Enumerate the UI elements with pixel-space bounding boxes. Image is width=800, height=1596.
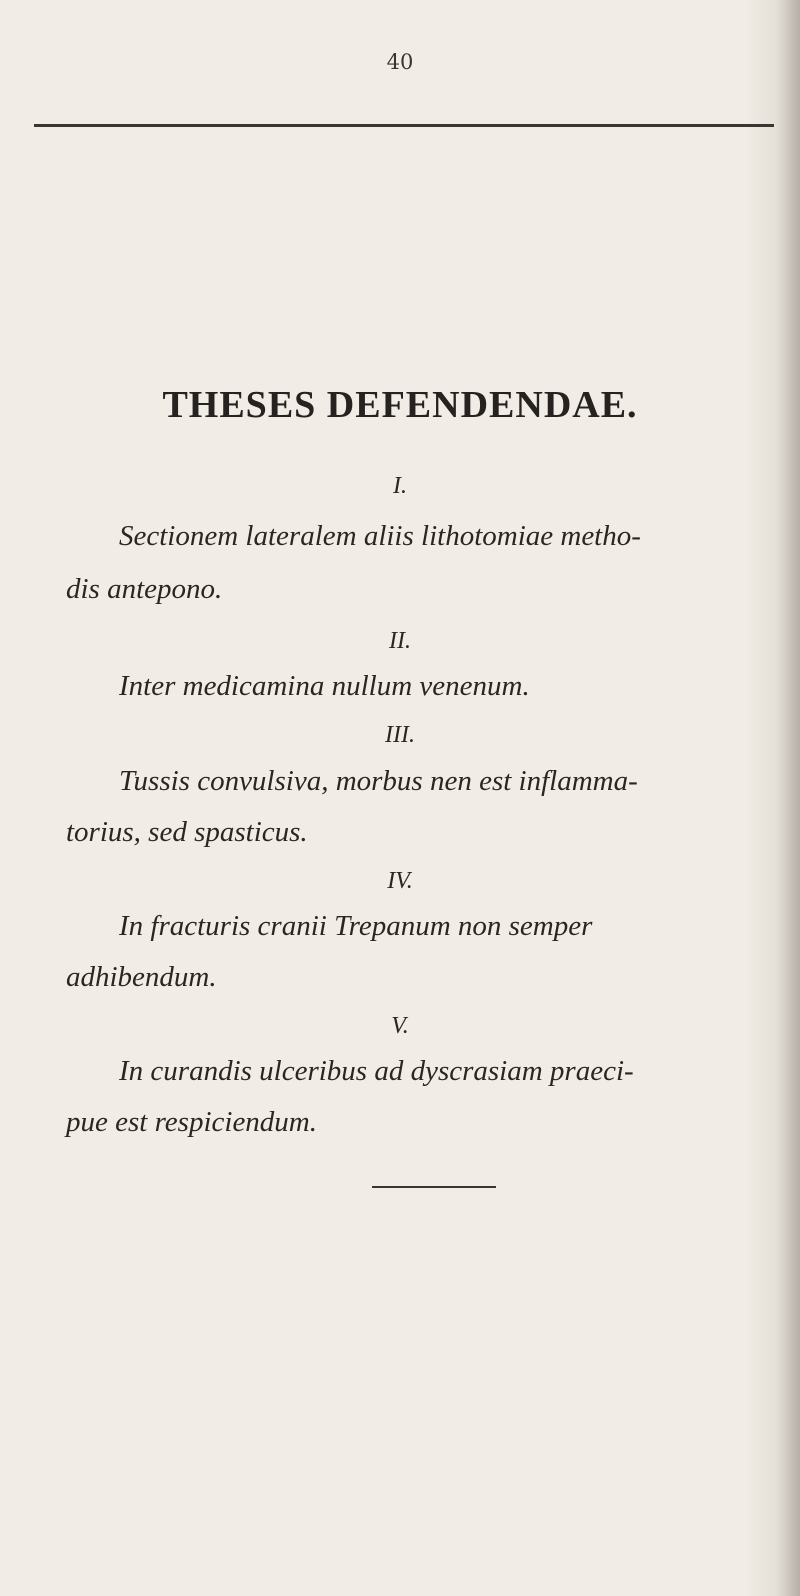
- thesis-2-line-1: Inter medicamina nullum venenum.: [119, 670, 530, 702]
- thesis-numeral-3: III.: [385, 722, 415, 748]
- thesis-5-line-1: In curandis ulceribus ad dyscrasiam praeci-: [119, 1055, 634, 1087]
- thesis-3-line-2: torius, sed spasticus.: [66, 816, 308, 848]
- thesis-numeral-2: II.: [389, 628, 411, 654]
- thesis-4-line-1: In fracturis cranii Trepanum non semper: [119, 910, 593, 942]
- page-number: 40: [386, 50, 414, 74]
- thesis-5-line-2: pue est respiciendum.: [66, 1106, 318, 1138]
- thesis-3-line-1: Tussis convulsiva, morbus nen est inflamma-: [119, 765, 638, 797]
- end-rule: [372, 1186, 496, 1188]
- thesis-1-line-1: Sectionem lateralem aliis lithotomiae metho-: [119, 520, 641, 552]
- thesis-numeral-5: V.: [391, 1013, 409, 1039]
- thesis-4-line-2: adhibendum.: [66, 961, 217, 993]
- page-title: THESES DEFENDENDAE.: [162, 384, 638, 426]
- header-rule: [34, 124, 774, 127]
- thesis-numeral-4: IV.: [387, 868, 413, 894]
- thesis-numeral-1: I.: [393, 473, 407, 499]
- thesis-1-line-2: dis antepono.: [66, 573, 223, 605]
